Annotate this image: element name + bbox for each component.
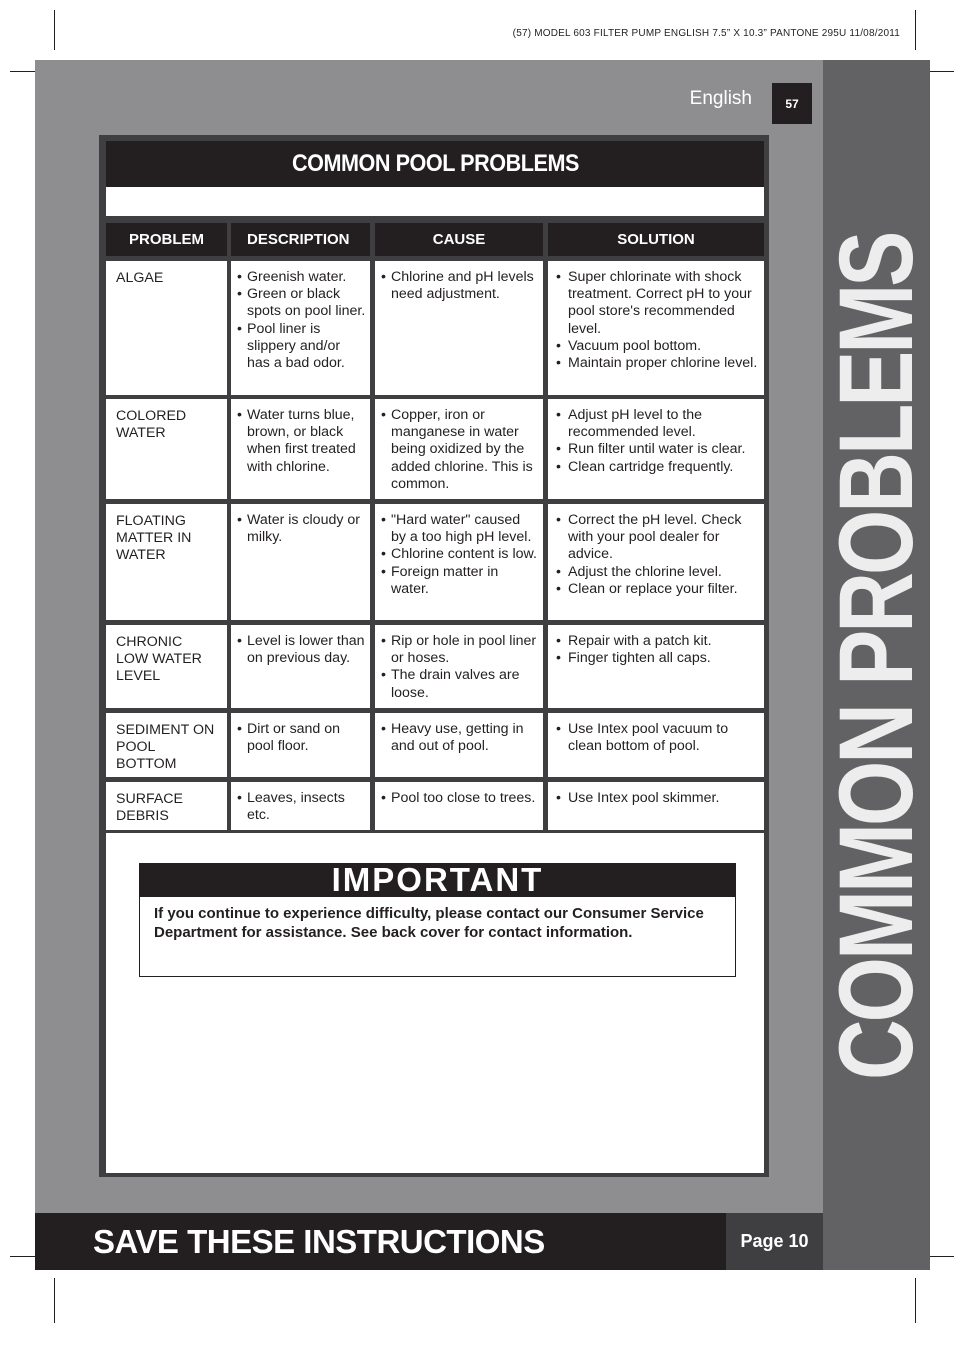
problem-name: CHRONIC LOW WATER LEVEL bbox=[116, 634, 202, 685]
solution-list bbox=[548, 399, 764, 476]
description-list bbox=[231, 261, 370, 372]
side-title bbox=[817, 60, 935, 1210]
bullet-item: • Rip or hole in pool liner or hoses. bbox=[381, 633, 539, 667]
description-list bbox=[231, 625, 370, 667]
problem-cell bbox=[106, 713, 227, 777]
cause-cell bbox=[375, 625, 543, 708]
header-problem: PROBLEM bbox=[106, 223, 227, 256]
bullet-item: • Super chlorinate with shock treatment. Correct pH to your pool store's recommended level. bbox=[556, 269, 760, 338]
bullet-item: • Leaves, insects etc. bbox=[237, 790, 366, 824]
bullet-item: • Copper, iron or manganese in water being oxidized by the added chlorine. This is common. bbox=[381, 407, 539, 493]
important-title: IMPORTANT bbox=[139, 863, 736, 897]
description-cell bbox=[231, 504, 370, 620]
description-list bbox=[231, 713, 370, 755]
bullet-item: • Correct the pH level. Check with your pool dealer for advice. bbox=[556, 512, 760, 564]
bullet-item: • Heavy use, getting in and out of pool. bbox=[381, 721, 539, 755]
solution-list bbox=[548, 782, 764, 807]
description-list bbox=[231, 399, 370, 476]
section-title-text: COMMON POOL PROBLEMS bbox=[291, 150, 579, 177]
bullet-item: • The drain valves are loose. bbox=[381, 667, 539, 701]
solution-list bbox=[548, 713, 764, 755]
bullet-item: • Pool liner is slippery and/or has a bad odor. bbox=[237, 321, 366, 373]
problem-name: FLOATING MATTER IN WATER bbox=[116, 513, 192, 564]
solution-cell bbox=[548, 261, 764, 395]
bullet-item: • Level is lower than on previous day. bbox=[237, 633, 366, 667]
bullet-item: • "Hard water" caused by a too high pH level. bbox=[381, 512, 539, 546]
problem-name: SEDIMENT ON POOL BOTTOM bbox=[116, 722, 215, 773]
cause-cell bbox=[375, 399, 543, 499]
description-cell bbox=[231, 399, 370, 499]
bullet-item: • Adjust pH level to the recommended level. bbox=[556, 407, 760, 441]
solution-list bbox=[548, 625, 764, 667]
solution-cell bbox=[548, 504, 764, 620]
cause-cell bbox=[375, 261, 543, 395]
header-description: DESCRIPTION bbox=[231, 223, 370, 256]
solution-cell bbox=[548, 782, 764, 830]
description-cell bbox=[231, 782, 370, 830]
solution-list bbox=[548, 504, 764, 598]
footer-page-number: Page 10 bbox=[726, 1213, 823, 1270]
cause-cell bbox=[375, 782, 543, 830]
bullet-item: • Pool too close to trees. bbox=[381, 790, 539, 807]
cause-list bbox=[375, 261, 543, 303]
problem-cell bbox=[106, 504, 227, 620]
crop-mark bbox=[915, 10, 916, 50]
crop-mark bbox=[54, 10, 55, 50]
header-solution: SOLUTION bbox=[548, 223, 764, 256]
bullet-item: • Maintain proper chlorine level. bbox=[556, 355, 760, 372]
cause-cell bbox=[375, 713, 543, 777]
solution-cell bbox=[548, 399, 764, 499]
bullet-item: • Green or black spots on pool liner. bbox=[237, 286, 366, 320]
important-text: If you continue to experience difficulty, please contact our Consumer Service Department for assistance. See back cover for contact information. bbox=[154, 905, 704, 941]
bullet-item: • Water turns blue, brown, or black when first treated with chlorine. bbox=[237, 407, 366, 476]
bullet-item: • Run filter until water is clear. bbox=[556, 441, 760, 458]
footer-text: SAVE THESE INSTRUCTIONS bbox=[93, 1222, 545, 1260]
bullet-item: • Foreign matter in water. bbox=[381, 564, 539, 598]
problem-name: COLORED WATER bbox=[116, 408, 187, 442]
cause-list bbox=[375, 713, 543, 755]
page-number-badge: 57 bbox=[772, 83, 812, 124]
problem-cell bbox=[106, 399, 227, 499]
bullet-item: • Finger tighten all caps. bbox=[556, 650, 760, 667]
problem-name: SURFACE DEBRIS bbox=[116, 791, 184, 825]
description-list bbox=[231, 782, 370, 824]
bullet-item: • Chlorine content is low. bbox=[381, 546, 539, 563]
description-cell bbox=[231, 261, 370, 395]
description-list bbox=[231, 504, 370, 546]
bullet-item: • Vacuum pool bottom. bbox=[556, 338, 760, 355]
section-title bbox=[106, 141, 764, 187]
cause-list bbox=[375, 782, 543, 807]
cause-list bbox=[375, 504, 543, 598]
side-title-text: COMMON PROBLEMS bbox=[817, 233, 935, 1080]
bullet-item: • Chlorine and pH levels need adjustment. bbox=[381, 269, 539, 303]
problem-cell bbox=[106, 782, 227, 830]
crop-mark bbox=[54, 1278, 55, 1323]
bullet-item: • Greenish water. bbox=[237, 269, 366, 286]
description-cell bbox=[231, 713, 370, 777]
cause-list bbox=[375, 399, 543, 493]
cause-cell bbox=[375, 504, 543, 620]
solution-list bbox=[548, 261, 764, 372]
bullet-item: • Water is cloudy or milky. bbox=[237, 512, 366, 546]
problem-cell bbox=[106, 261, 227, 395]
bullet-item: • Clean cartridge frequently. bbox=[556, 459, 760, 476]
bullet-item: • Clean or replace your filter. bbox=[556, 581, 760, 598]
crop-mark bbox=[915, 1278, 916, 1323]
bullet-item: • Use Intex pool skimmer. bbox=[556, 790, 760, 807]
solution-cell bbox=[548, 713, 764, 777]
print-header: (57) MODEL 603 FILTER PUMP ENGLISH 7.5” X 10.3” PANTONE 295U 11/08/2011 bbox=[512, 28, 900, 39]
problem-name: ALGAE bbox=[116, 270, 164, 286]
header-cause: CAUSE bbox=[375, 223, 543, 256]
problem-cell bbox=[106, 625, 227, 708]
description-cell bbox=[231, 625, 370, 708]
cause-list bbox=[375, 625, 543, 702]
bullet-item: • Use Intex pool vacuum to clean bottom of pool. bbox=[556, 721, 760, 755]
bullet-item: • Adjust the chlorine level. bbox=[556, 564, 760, 581]
language-label: English bbox=[689, 88, 752, 109]
bullet-item: • Repair with a patch kit. bbox=[556, 633, 760, 650]
solution-cell bbox=[548, 625, 764, 708]
bullet-item: • Dirt or sand on pool floor. bbox=[237, 721, 366, 755]
